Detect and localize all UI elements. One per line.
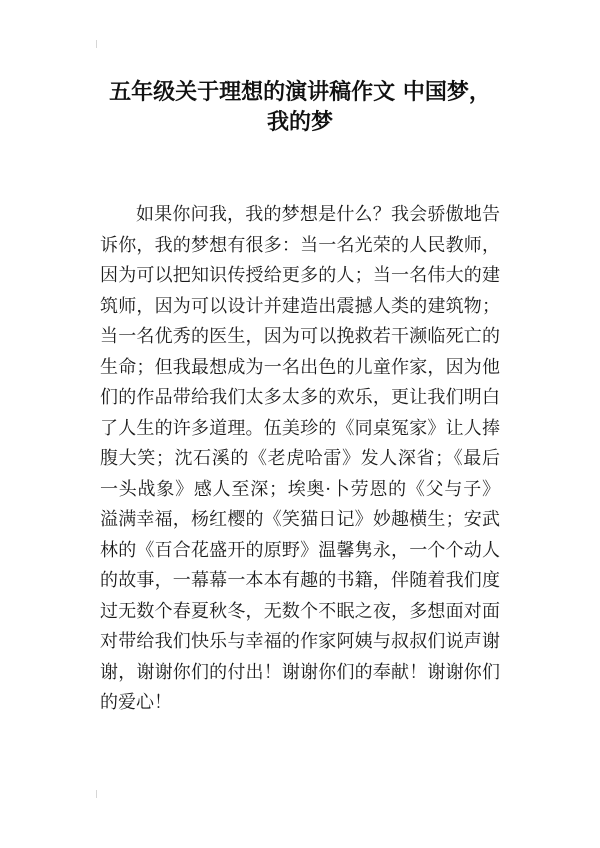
document-title	[60, 78, 540, 138]
title-line-2: 我的梦	[266, 110, 333, 135]
body-paragraph: 如果你问我，我的梦想是什么？我会骄傲地告诉你，我的梦想有很多：当一名光荣的人民教师，因为可以把知识传授给更多的人；当一名伟大的建筑师，因为可以设计并建造出震撼人类的建筑物；当一名优秀的医生，因为可以挽救若干濒临死亡的生命；但我最想成为一名出色的儿童作家，因为他们的作品带给我们太多太多的欢乐，更让我们明白了人生的许多道理。伍美珍的《同桌冤家》让人捧腹大笑；沈石溪的《老虎哈雷》发人深省；《最后一头战象》感人至深；埃奥·卜劳恩的《父与子》溢满幸福，杨红樱的《笑猫日记》妙趣横生；安武林的《百合花盛开的原野》温馨隽永，一个个动人的故事，一幕幕一本本有趣的书籍，伴随着我们度过无数个春夏秋冬，无数个不眠之夜，多想面对面对带给我们快乐与幸福的作家阿姨与叔叔们说声谢谢，谢谢你们的付出！谢谢你们的奉献！谢谢你们的爱心！	[100, 204, 500, 713]
page-corner-mark	[96, 40, 97, 48]
title-line-1: 五年级关于理想的演讲稿作文 中国梦，	[109, 80, 491, 105]
page-corner-mark	[96, 790, 97, 798]
